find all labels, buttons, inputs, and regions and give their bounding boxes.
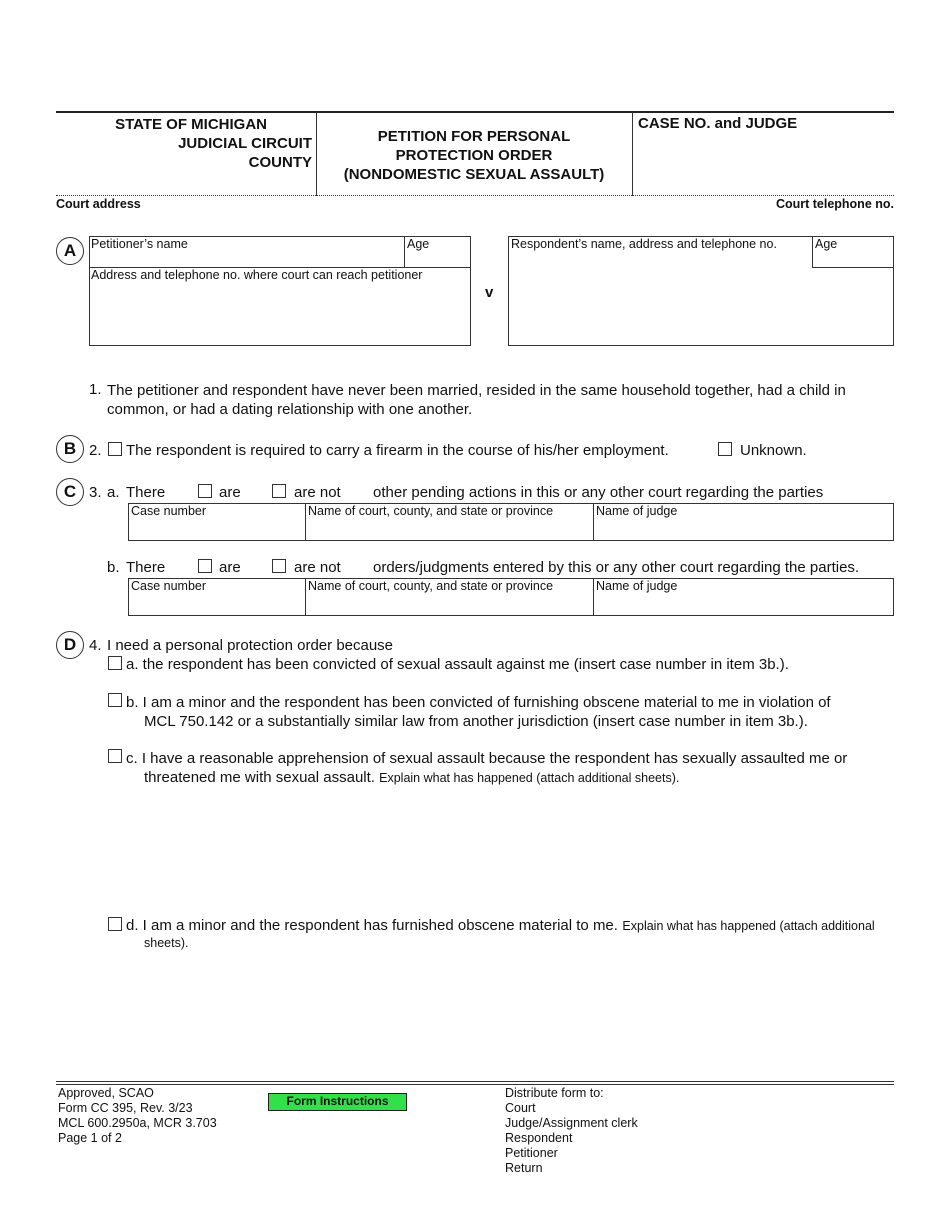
footer-rule-1 <box>56 1081 894 1082</box>
petitioner-address-label: Address and telephone no. where court can reach petitioner <box>91 268 423 282</box>
header-divider-1 <box>316 112 317 196</box>
item-3b-court-name-field[interactable] <box>308 595 590 613</box>
case-no-judge-field[interactable] <box>634 136 892 192</box>
footer-distribution <box>505 1086 638 1176</box>
petitioner-age-divider <box>404 236 405 268</box>
title-line-1: PETITION FOR PERSONAL <box>377 128 571 145</box>
court-telephone-label: Court telephone no. <box>775 197 894 211</box>
item-3b-are-label: are <box>219 559 241 576</box>
state-label: STATE OF MICHIGAN <box>115 116 267 133</box>
section-marker-c: C <box>56 478 84 506</box>
footer-approved: Approved, SCAO <box>58 1086 154 1100</box>
title-line-3: (NONDOMESTIC SEXUAL ASSAULT) <box>343 166 605 183</box>
respondent-name-label: Respondent’s name, address and telephone no. <box>511 237 777 251</box>
item-4b-checkbox[interactable] <box>108 693 122 707</box>
section-marker-d: D <box>56 631 84 659</box>
item-2-number: 2. <box>89 442 102 459</box>
versus-label: v <box>485 284 494 301</box>
title-line-2: PROTECTION ORDER <box>395 147 553 164</box>
item-4d-note-1: Explain what has happened (attach additional <box>622 919 875 933</box>
distribution-item: Return <box>505 1161 543 1175</box>
item-4c-line-1: c. I have a reasonable apprehension of sexual assault because the respondent has sexually assaulted me or <box>126 750 848 767</box>
item-3a-text: other pending actions in this or any other court regarding the parties <box>373 484 824 501</box>
item-4a-text: a. the respondent has been convicted of sexual assault against me (insert case number in item 3b.). <box>126 656 789 673</box>
item-3a-court-name-field[interactable] <box>308 520 590 538</box>
respondent-age-divider <box>812 236 813 268</box>
footer-distribute-label: Distribute form to: <box>505 1086 604 1100</box>
distribution-item: Court <box>505 1101 536 1115</box>
case-no-judge-label: CASE NO. and JUDGE <box>638 115 798 132</box>
item-4d-note-2: sheets). <box>144 936 189 950</box>
item-4c-line-2-row <box>126 768 847 788</box>
item-3b-are-not-checkbox[interactable] <box>272 559 286 573</box>
item-4d-line-1-row <box>126 917 875 935</box>
item-3b-case-number-label: Case number <box>131 579 207 593</box>
item-4c-line-2: threatened me with sexual assault. <box>144 769 375 786</box>
item-4b-text <box>126 693 831 731</box>
item-1-line-2: common, or had a dating relationship with one another. <box>107 401 473 418</box>
item-1-number: 1. <box>89 381 102 398</box>
item-3a-case-number-field[interactable] <box>131 520 301 538</box>
form-instructions-button[interactable]: Form Instructions <box>268 1093 407 1111</box>
item-1-text <box>107 381 897 419</box>
item-3a-label: a. <box>107 484 120 501</box>
distribution-item: Judge/Assignment clerk <box>505 1116 638 1130</box>
item-3b-there: There <box>126 559 166 576</box>
item-3b-judge-name-label: Name of judge <box>596 579 678 593</box>
respondent-age-underline <box>812 267 894 268</box>
circuit-label: JUDICIAL CIRCUIT <box>178 135 312 152</box>
item-3b-label: b. <box>107 559 120 576</box>
item-4d-checkbox[interactable] <box>108 917 122 931</box>
county-label: COUNTY <box>248 154 312 171</box>
item-1-line-1: The petitioner and respondent have never been married, resided in the same household together, had a child in <box>107 382 846 399</box>
item-3a-judge-name-field[interactable] <box>596 520 890 538</box>
firearm-unknown-checkbox[interactable] <box>718 442 732 456</box>
footer-page-number: Page 1 of 2 <box>58 1131 122 1145</box>
item-3a-are-checkbox[interactable] <box>198 484 212 498</box>
respondent-age-label: Age <box>815 237 838 251</box>
item-4c-text <box>126 749 847 788</box>
section-marker-a: A <box>56 237 84 265</box>
petitioner-name-label: Petitioner’s name <box>91 237 188 251</box>
respondent-name-field[interactable] <box>511 254 807 342</box>
item-3b-col-divider-1 <box>305 578 306 616</box>
item-3b-are-not-label: are not <box>294 559 341 576</box>
item-3a-col-divider-1 <box>305 503 306 541</box>
item-4c-checkbox[interactable] <box>108 749 122 763</box>
court-address-label: Court address <box>56 197 141 211</box>
footer-mcl: MCL 600.2950a, MCR 3.703 <box>58 1116 217 1130</box>
item-3b-case-number-field[interactable] <box>131 595 301 613</box>
footer-form-number: Form CC 395, Rev. 3/23 <box>58 1101 193 1115</box>
distribution-item: Petitioner <box>505 1146 558 1160</box>
petitioner-name-field[interactable] <box>91 252 401 266</box>
item-4d-explanation-field[interactable] <box>144 952 894 1072</box>
item-4-intro: I need a personal protection order because <box>107 637 394 654</box>
item-3b-are-checkbox[interactable] <box>198 559 212 573</box>
petitioner-address-field[interactable] <box>91 284 467 342</box>
item-3a-court-name-label: Name of court, county, and state or province <box>308 504 554 518</box>
item-4d-text <box>126 917 875 952</box>
firearm-unknown-label: Unknown. <box>740 442 807 459</box>
item-3b-judge-name-field[interactable] <box>596 595 890 613</box>
item-3a-case-number-label: Case number <box>131 504 207 518</box>
item-2-text: The respondent is required to carry a firearm in the course of his/her employment. <box>126 442 669 459</box>
item-4-number: 4. <box>89 637 102 654</box>
item-4c-note: Explain what has happened (attach additional sheets). <box>379 771 680 785</box>
footer-rule-2 <box>56 1084 894 1085</box>
item-3a-judge-name-label: Name of judge <box>596 504 678 518</box>
header-top-rule <box>56 111 894 113</box>
item-3a-there: There <box>126 484 166 501</box>
firearm-checkbox[interactable] <box>108 442 122 456</box>
item-4d-line-1: d. I am a minor and the respondent has furnished obscene material to me. <box>126 917 618 934</box>
header-bottom-rule <box>56 195 894 196</box>
item-3a-are-not-checkbox[interactable] <box>272 484 286 498</box>
item-3a-are-not-label: are not <box>294 484 341 501</box>
header-divider-2 <box>632 112 633 196</box>
petitioner-age-label: Age <box>407 237 430 251</box>
item-4b-line-1: b. I am a minor and the respondent has been convicted of furnishing obscene material to me in violation of <box>126 694 831 711</box>
item-4b-line-2: MCL 750.142 or a substantially similar law from another jurisdiction (insert case number in item 3b.). <box>144 713 808 730</box>
item-3-number: 3. <box>89 484 102 501</box>
item-3b-col-divider-2 <box>593 578 594 616</box>
header-court-block <box>60 115 312 172</box>
item-3b-court-name-label: Name of court, county, and state or province <box>308 579 554 593</box>
item-3b-text: orders/judgments entered by this or any other court regarding the parties. <box>373 559 860 576</box>
item-3a-col-divider-2 <box>593 503 594 541</box>
footer-form-info <box>58 1086 217 1146</box>
form-title <box>318 127 630 184</box>
item-4c-explanation-field[interactable] <box>144 792 894 902</box>
item-4a-checkbox[interactable] <box>108 656 122 670</box>
item-3a-are-label: are <box>219 484 241 501</box>
section-marker-b: B <box>56 435 84 463</box>
distribution-item: Respondent <box>505 1131 573 1145</box>
